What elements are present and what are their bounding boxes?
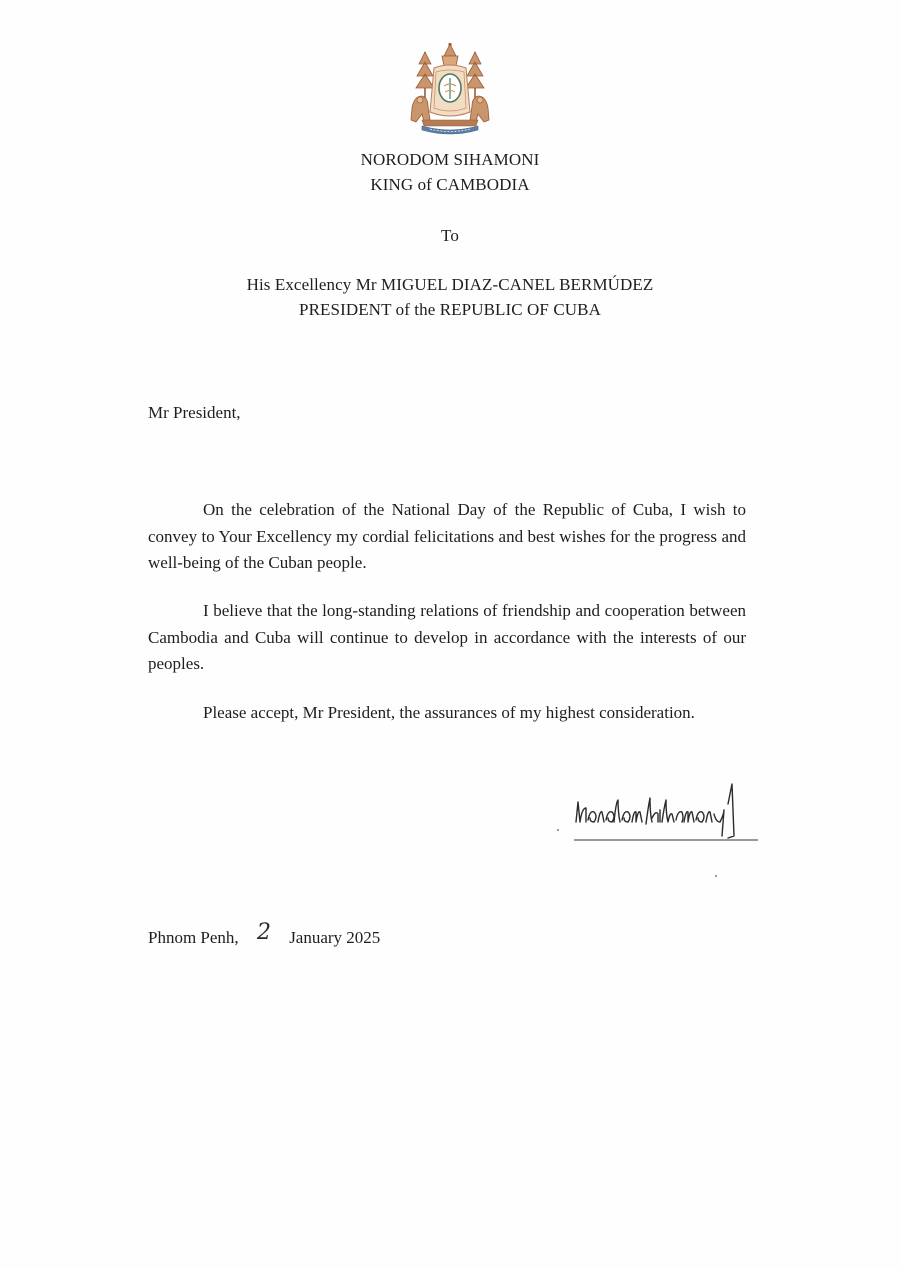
sender-title: KING of CAMBODIA: [370, 175, 530, 194]
sender-name: NORODOM SIHAMONI: [360, 150, 540, 169]
body-paragraph: I believe that the long-standing relations of friendship and cooperation between Cambodia and Cuba will continue to develop in accordance with the interests of our peoples.: [148, 601, 746, 673]
recipient-title: PRESIDENT of the REPUBLIC OF CUBA: [299, 300, 601, 319]
royal-arms-of-cambodia-icon: [408, 42, 492, 138]
closing-day: 2: [256, 920, 271, 945]
body-paragraph: Please accept, Mr President, the assurances of my highest consideration.: [203, 703, 695, 722]
recipient-name: His Excellency Mr MIGUEL DIAZ-CANEL BERMÚDEZ: [246, 275, 654, 294]
handwritten-signature: [552, 778, 782, 888]
closing-month-year: January 2025: [289, 928, 381, 947]
body-paragraph: On the celebration of the National Day of the Republic of Cuba, I wish to convey to Your Excellency my cordial felicitations and best wishes for the progress and well-being of the Cuban people.: [148, 500, 746, 572]
place-date-line: [148, 920, 381, 948]
closing-place: Phnom Penh,: [148, 928, 239, 947]
to-label: To: [441, 226, 459, 245]
salutation: Mr President,: [148, 403, 241, 422]
